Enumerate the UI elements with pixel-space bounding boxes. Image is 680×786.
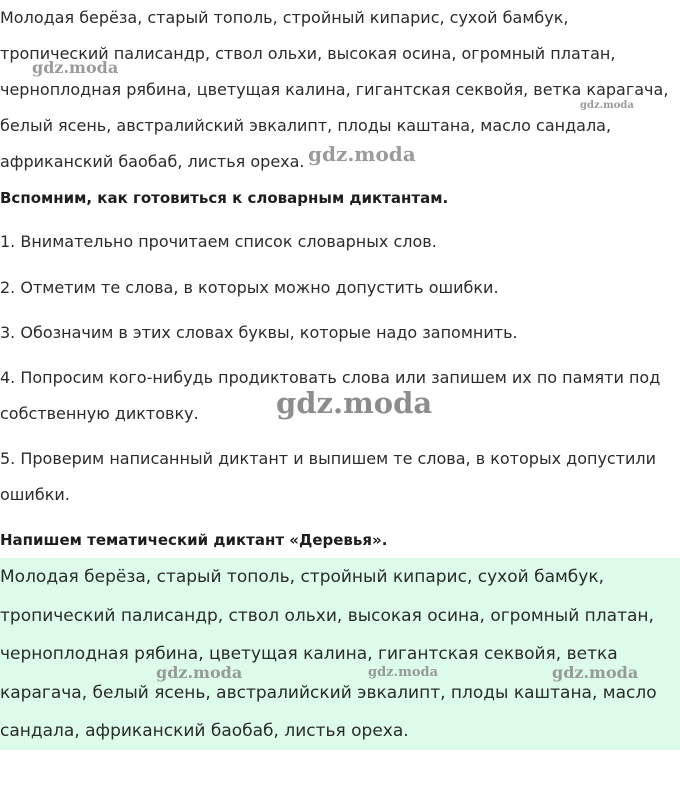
recall-heading: Вспомним, как готовиться к словарным диктантам. bbox=[0, 189, 449, 207]
step-4: 4. Попросим кого-нибудь продиктовать слова или запишем их по памяти под собственную диктовку. bbox=[0, 368, 661, 423]
answer-box bbox=[0, 558, 680, 750]
watermark: gdz.moda bbox=[308, 142, 416, 166]
answer-text: Молодая берёза, старый тополь, стройный кипарис, сухой бамбук, тропический палисандр, ствол ольхи, высокая осина, огромный платан, черноплодная рябина, цветущая калина, гигантская секвойя, ветка карагача, белый ясень, австралийский эвкалипт, плоды каштана, масло сандала, африканский баобаб, листья ореха. bbox=[0, 567, 657, 741]
watermark: gdz.moda bbox=[552, 663, 639, 682]
step-3: 3. Обозначим в этих словах буквы, которые надо запомнить. bbox=[0, 323, 518, 342]
watermark: gdz.moda bbox=[276, 386, 433, 420]
step-5: 5. Проверим написанный диктант и выпишем те слова, в которых допустили ошибки. bbox=[0, 449, 657, 504]
watermark: gdz.moda bbox=[368, 665, 439, 680]
watermark: gdz.moda bbox=[156, 663, 243, 682]
intro-paragraph: Молодая берёза, старый тополь, стройный кипарис, сухой бамбук, тропический палисандр, ствол ольхи, высокая осина, огромный платан, черноплодная рябина, цветущая калина, гигантская секвойя, ветка карагача, белый ясень, австралийский эвкалипт, плоды каштана, масло сандала, африканский баобаб, листья ореха. bbox=[0, 8, 669, 171]
watermark: gdz.moda bbox=[32, 58, 119, 77]
step-2: 2. Отметим те слова, в которых можно допустить ошибки. bbox=[0, 278, 499, 297]
step-1: 1. Внимательно прочитаем список словарных слов. bbox=[0, 232, 437, 251]
dictation-heading: Напишем тематический диктант «Деревья». bbox=[0, 531, 388, 549]
watermark: gdz.moda bbox=[580, 100, 634, 111]
